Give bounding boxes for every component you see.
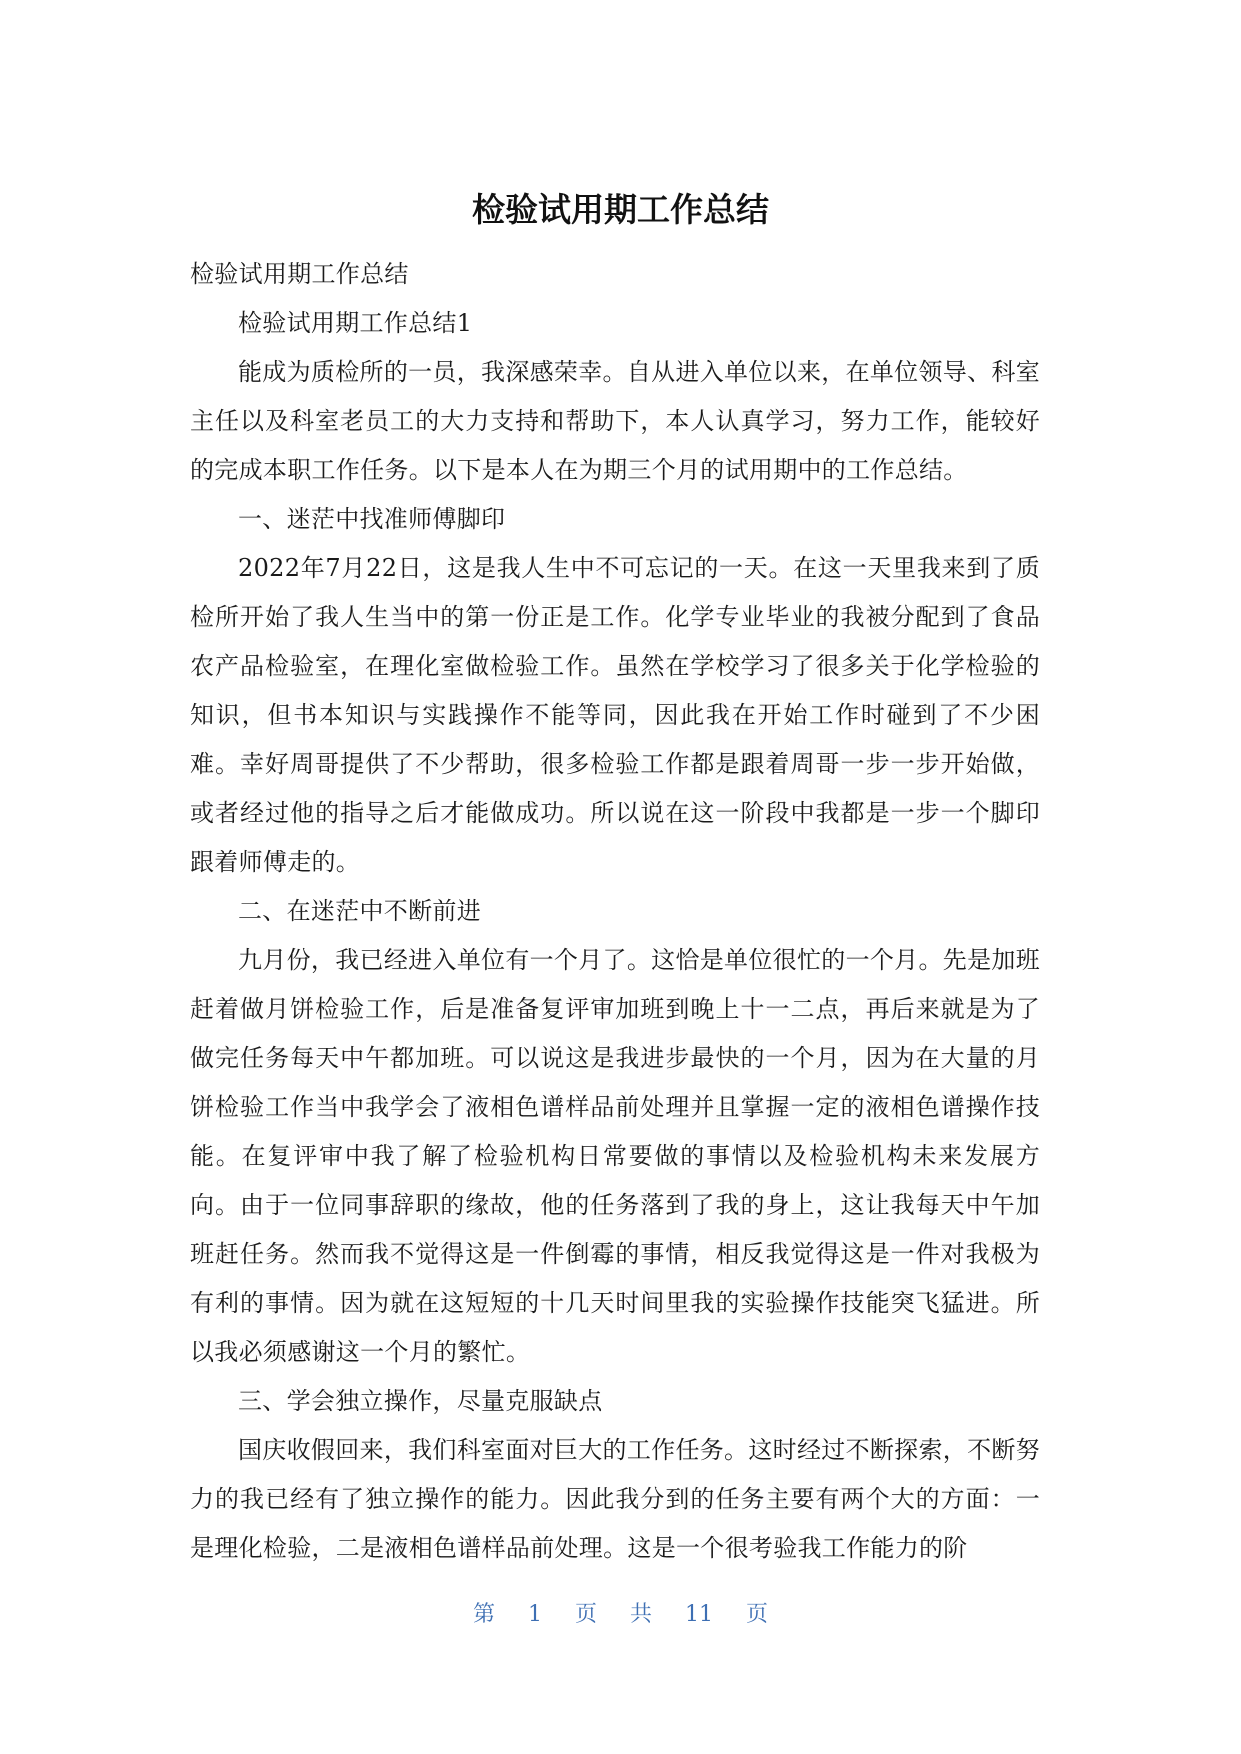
footer-total-pages: 11 [685, 1602, 714, 1627]
section-heading-3: 三、学会独立操作，尽量克服缺点 [238, 1387, 603, 1415]
paragraph-intro: 能成为质检所的一员，我深感荣幸。自从进入单位以来，在单位领导、科室主任以及科室老员工的大力支持和帮助下，本人认真学习，努力工作，能较好的完成本职工作任务。以下是本人在为期三个月的试用期中的工作总结。 [190, 358, 1040, 484]
doc-heading-line: 检验试用期工作总结 [190, 260, 409, 288]
footer-ye: 页 [574, 1602, 597, 1627]
document-body [190, 250, 1040, 1573]
paragraph-section-2: 九月份，我已经进入单位有一个月了。这恰是单位很忙的一个月。先是加班赶着做月饼检验工作，后是准备复评审加班到晚上十一二点，再后来就是为了做完任务每天中午都加班。可以说这是我进步最快的一个月，因为在大量的月饼检验工作当中我学会了液相色谱样品前处理并且掌握一定的液相色谱操作技能。在复评审中我了解了检验机构日常要做的事情以及检验机构未来发展方向。由于一位同事辞职的缘故，他的任务落到了我的身上，这让我每天中午加班赶任务。然而我不觉得这是一件倒霉的事情，相反我觉得这是一件对我极为有利的事情。因为就在这短短的十几天时间里我的实验操作技能突飞猛进。所以我必须感谢这一个月的繁忙。 [190, 946, 1040, 1366]
footer-ye-2: 页 [746, 1602, 769, 1627]
footer-di: 第 [472, 1602, 495, 1627]
section-heading-1: 一、迷茫中找准师傅脚印 [238, 505, 506, 533]
footer-gong: 共 [630, 1602, 653, 1627]
page-footer [0, 1600, 1241, 1630]
doc-subtitle-line: 检验试用期工作总结1 [238, 309, 473, 337]
document-title: 检验试用期工作总结 [472, 190, 769, 229]
paragraph-section-1: 2022年7月22日，这是我人生中不可忘记的一天。在这一天里我来到了质检所开始了我人生当中的第一份正是工作。化学专业毕业的我被分配到了食品农产品检验室，在理化室做检验工作。虽然在学校学习了很多关于化学检验的知识，但书本知识与实践操作不能等同，因此我在开始工作时碰到了不少困难。幸好周哥提供了不少帮助，很多检验工作都是跟着周哥一步一步开始做，或者经过他的指导之后才能做成功。所以说在这一阶段中我都是一步一个脚印跟着师傅走的。 [190, 554, 1040, 876]
paragraph-section-3: 国庆收假回来，我们科室面对巨大的工作任务。这时经过不断探索，不断努力的我已经有了独立操作的能力。因此我分到的任务主要有两个大的方面：一是理化检验，二是液相色谱样品前处理。这是一个很考验我工作能力的阶 [190, 1436, 1040, 1562]
footer-current-page: 1 [527, 1602, 542, 1627]
section-heading-2: 二、在迷茫中不断前进 [238, 897, 481, 925]
